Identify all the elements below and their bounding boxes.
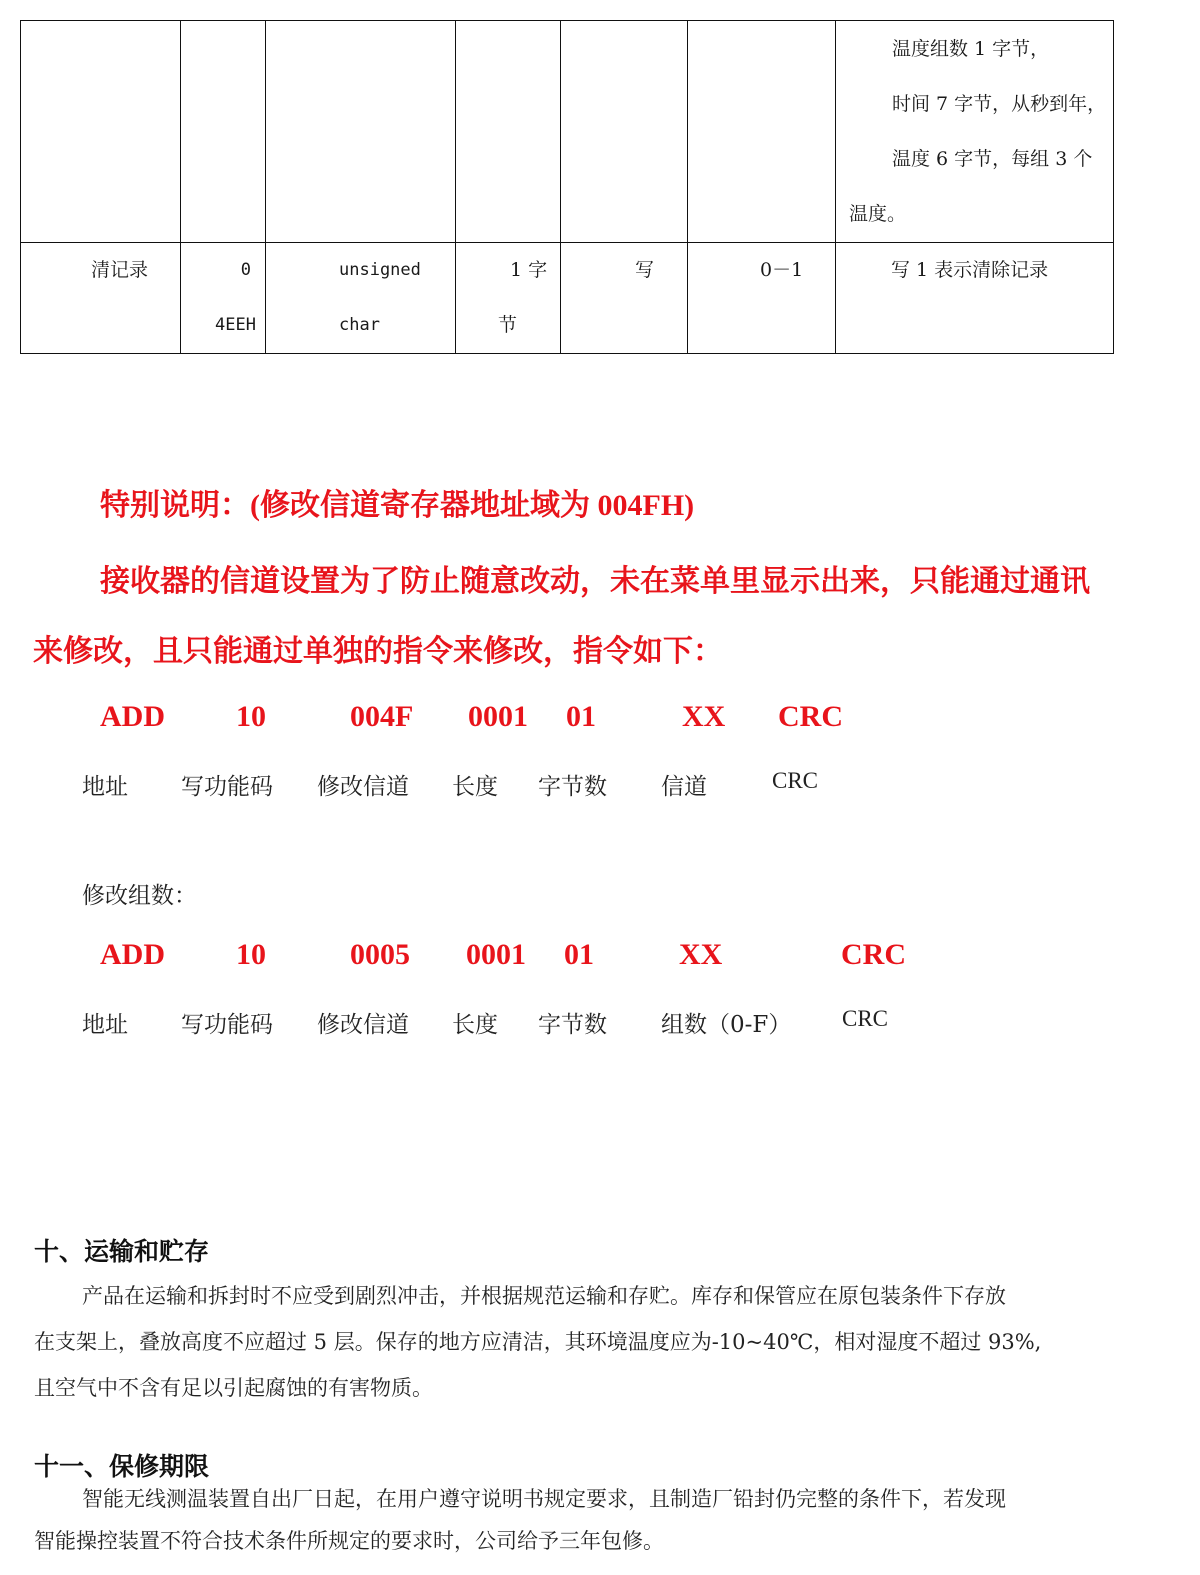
address-cell <box>181 243 266 354</box>
desc-line: 温度。 <box>849 203 907 225</box>
cmd-value-crc: CRC <box>841 938 906 971</box>
notice-body-line: 来修改，且只能通过单独的指令来修改，指令如下： <box>33 635 723 668</box>
cmd-value-addr: ADD <box>100 700 165 733</box>
description-cell <box>836 243 1114 354</box>
address-line: 4EEH <box>215 315 256 335</box>
cmd-value-bytes: 01 <box>566 700 596 733</box>
cmd-value-crc: CRC <box>778 700 843 733</box>
group-heading: 修改组数： <box>82 883 197 909</box>
cmd-value-register: 004F <box>350 700 414 733</box>
desc-line: 时间 7 字节，从秒到年， <box>892 93 1107 115</box>
cmd-value-func: 10 <box>236 938 266 971</box>
cmd-label: 长度 <box>452 1012 498 1038</box>
type-line: char <box>339 315 380 335</box>
cmd-label: 字节数 <box>538 774 607 800</box>
notice-title: 特别说明：(修改信道寄存器地址域为 004FH) <box>100 489 695 522</box>
cmd-value-addr: ADD <box>100 938 165 971</box>
cmd-label: 字节数 <box>538 1012 607 1038</box>
section-paragraph <box>34 1273 1180 1411</box>
access-cell <box>561 243 688 354</box>
cmd-label: 地址 <box>82 774 128 800</box>
paragraph-line: 智能无线测温装置自出厂日起，在用户遵守说明书规定要求，且制造厂铅封仍完整的条件下，若发现 <box>82 1487 1006 1511</box>
table-cell <box>561 21 688 243</box>
cmd-label: 信道 <box>661 774 707 800</box>
size-line: 节 <box>498 314 518 336</box>
type-cell <box>266 243 456 354</box>
cmd-value-register: 0005 <box>350 938 410 971</box>
table-cell <box>21 21 181 243</box>
size-cell <box>456 243 561 354</box>
cmd-label: 写功能码 <box>181 1012 273 1038</box>
section-paragraph <box>34 1478 1180 1562</box>
table-cell <box>688 21 836 243</box>
address-line: 0 <box>240 260 251 280</box>
section-heading: 十、运输和贮存 <box>34 1237 210 1266</box>
desc-line: 温度组数 1 字节， <box>892 38 1050 60</box>
table-row <box>21 21 1114 243</box>
table-cell <box>456 21 561 243</box>
cmd-label: 写功能码 <box>181 774 273 800</box>
cmd-label: CRC <box>842 1006 889 1031</box>
cmd-label: 修改信道 <box>317 1012 409 1038</box>
cmd-label: CRC <box>772 768 819 793</box>
cmd-value-data: XX <box>679 938 723 971</box>
table-cell <box>181 21 266 243</box>
cmd-value-length: 0001 <box>466 938 526 971</box>
paragraph-line: 产品在运输和拆封时不应受到剧烈冲击，并根据规范运输和存贮。库存和保管应在原包装条件下存放 <box>82 1284 1006 1308</box>
desc-line: 温度 6 字节，每组 3 个 <box>892 148 1093 170</box>
range-cell <box>688 243 836 354</box>
paragraph-line: 且空气中不含有足以引起腐蚀的有害物质。 <box>34 1376 433 1400</box>
paragraph-line: 在支架上，叠放高度不应超过 5 层。保存的地方应清洁，其环境温度应为-10~40℃，相对湿度不超过 93%, <box>34 1330 1042 1354</box>
name-cell <box>21 243 181 354</box>
paragraph-line: 智能操控装置不符合技术条件所规定的要求时，公司给予三年包修。 <box>34 1529 664 1553</box>
cmd-value-func: 10 <box>236 700 266 733</box>
cmd-label: 长度 <box>452 774 498 800</box>
access-value: 写 <box>635 259 655 281</box>
cmd-value-length: 0001 <box>468 700 528 733</box>
table-row <box>21 243 1114 354</box>
cmd-label: 组数（0-F） <box>661 1012 792 1038</box>
range-value: 0－1 <box>760 259 804 281</box>
section-heading: 十一、保修期限 <box>34 1452 210 1481</box>
cmd-label: 地址 <box>82 1012 128 1038</box>
cmd-value-bytes: 01 <box>564 938 594 971</box>
notice-body-line: 接收器的信道设置为了防止随意改动，未在菜单里显示出来，只能通过通讯 <box>100 565 1090 598</box>
cmd-value-data: XX <box>682 700 726 733</box>
size-line: 1 字 <box>510 259 548 281</box>
register-name: 清记录 <box>91 259 149 281</box>
cmd-label: 修改信道 <box>317 774 409 800</box>
description-text: 写 1 表示清除记录 <box>891 259 1049 281</box>
description-cell <box>836 21 1114 243</box>
register-table <box>20 20 1114 354</box>
type-line: unsigned <box>339 260 421 280</box>
table-cell <box>266 21 456 243</box>
